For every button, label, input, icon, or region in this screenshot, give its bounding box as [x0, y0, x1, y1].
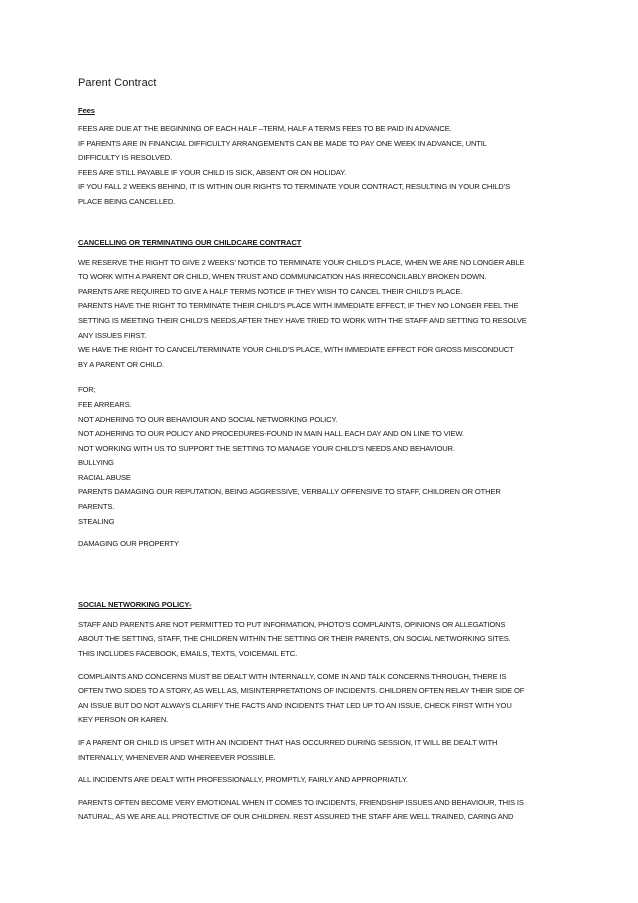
fees-heading: Fees — [78, 106, 95, 115]
text-line: ABOUT THE SETTING, STAFF, THE CHILDREN WITHIN THE SETTING OR THEIR PARENTS, ON SOCIAL NETWORKING SITES. — [78, 634, 511, 644]
text-line: WE HAVE THE RIGHT TO CANCEL/TERMINATE YOUR CHILD’S PLACE, WITH IMMEDIATE EFFECT FOR GROSS MISCONDUCT — [78, 345, 514, 355]
text-line: RACIAL ABUSE — [78, 472, 131, 482]
text-line: PARENTS ARE REQUIRED TO GIVE A HALF TERMS NOTICE IF THEY WISH TO CANCEL THEIR CHILD’S PLACE. — [78, 286, 463, 296]
text-line: IF YOU FALL 2 WEEKS BEHIND, IT IS WITHIN OUR RIGHTS TO TERMINATE YOUR CONTRACT, RESULTING IN YOUR CHILD’S — [78, 182, 511, 192]
text-line: NOT WORKING WITH US TO SUPPORT THE SETTING TO MANAGE YOUR CHILD’S NEEDS AND BEHAVIOUR. — [78, 443, 455, 453]
social-paragraph-4 — [78, 773, 566, 788]
text-line: PARENTS OFTEN BECOME VERY EMOTIONAL WHEN IT COMES TO INCIDENTS, FRIENDSHIP ISSUES AND BEHAVIOUR, THIS IS — [78, 797, 524, 807]
text-line: FEES ARE DUE AT THE BEGINNING OF EACH HALF –TERM, HALF A TERMS FEES TO BE PAID IN ADVANCE. — [78, 124, 452, 133]
text-line: DIFFICULTY IS RESOLVED. — [78, 153, 173, 163]
text-line: IF PARENTS ARE IN FINANCIAL DIFFICULTY ARRANGEMENTS CAN BE MADE TO PAY ONE WEEK IN ADVANCE, UNTIL — [78, 138, 487, 148]
text-line: TO WORK WITH A PARENT OR CHILD, WHEN TRUST AND COMMUNICATION HAS IRRECONCILABLY BROKEN DOWN. — [78, 272, 487, 282]
text-line: THIS INCLUDES FACEBOOK, EMAILS, TEXTS, VOICEMAIL ETC. — [78, 649, 298, 659]
text-line: ALL INCIDENTS ARE DEALT WITH PROFESSIONALLY, PROMPTLY, FAIRLY AND APPROPRIATLY. — [78, 775, 408, 785]
social-paragraph-3 — [78, 736, 566, 765]
cancelling-body — [78, 256, 566, 373]
text-line: COMPLAINTS AND CONCERNS MUST BE DEALT WITH INTERNALLY, COME IN AND TALK CONCERNS THROUGH, THERE IS — [78, 671, 507, 681]
text-line: INTERNALLY, WHENEVER AND WHEREEVER POSSIBLE. — [78, 752, 276, 762]
cancelling-reasons — [78, 383, 566, 529]
text-line: NATURAL, AS WE ARE ALL PROTECTIVE OF OUR CHILDREN. REST ASSURED THE STAFF ARE WELL TRAINED, CARING AND — [78, 812, 514, 822]
text-line: NOT ADHERING TO OUR BEHAVIOUR AND SOCIAL NETWORKING POLICY. — [78, 414, 338, 424]
text-line: FEES ARE STILL PAYABLE IF YOUR CHILD IS SICK, ABSENT OR ON HOLIDAY. — [78, 167, 347, 177]
fees-section — [78, 106, 566, 210]
text-line: BULLYING — [78, 458, 114, 468]
text-line: STAFF AND PARENTS ARE NOT PERMITTED TO PUT INFORMATION, PHOTO’S COMPLAINTS, OPINIONS OR ALLEGATIONS — [78, 619, 506, 629]
social-section — [78, 600, 566, 825]
fees-body — [78, 122, 566, 210]
text-line: FEE ARREARS. — [78, 399, 132, 409]
text-line: ANY ISSUES FIRST. — [78, 330, 147, 340]
text-line: KEY PERSON OR KAREN. — [78, 715, 169, 725]
document-title: Parent Contract — [78, 77, 157, 89]
text-line: WE RESERVE THE RIGHT TO GIVE 2 WEEKS’ NOTICE TO TERMINATE YOUR CHILD’S PLACE, WHEN WE ARE NO LONGER ABLE — [78, 257, 525, 267]
text-line: PLACE BEING CANCELLED. — [78, 196, 176, 206]
social-paragraph-2 — [78, 670, 566, 728]
social-paragraph-5 — [78, 796, 566, 825]
text-line: PARENTS HAVE THE RIGHT TO TERMINATE THEIR CHILD’S PLACE WITH IMMEDIATE EFFECT, IF THEY NO LONGER FEEL THE — [78, 301, 519, 311]
document-page — [78, 76, 566, 825]
social-heading: SOCIAL NETWORKING POLICY- — [78, 599, 192, 609]
text-line: PARENTS. — [78, 502, 115, 512]
text-line: IF A PARENT OR CHILD IS UPSET WITH AN INCIDENT THAT HAS OCCURRED DURING SESSION, IT WILL BE DEALT WITH — [78, 738, 498, 747]
cancelling-heading: CANCELLING OR TERMINATING OUR CHILDCARE CONTRACT — [78, 237, 302, 247]
text-line: OFTEN TWO SIDES TO A STORY, AS WELL AS, MISINTERPRETATIONS OF INCIDENTS. CHILDREN OFTEN RELAY THEIR SIDE OF — [78, 686, 525, 696]
social-paragraph-1 — [78, 618, 566, 662]
text-line: FOR; — [78, 385, 96, 395]
text-line: BY A PARENT OR CHILD. — [78, 359, 164, 369]
text-line: NOT ADHERING TO OUR POLICY AND PROCEDURES-FOUND IN MAIN HALL EACH DAY AND ON LINE TO VIEW. — [78, 429, 464, 439]
cancelling-last-reason: DAMAGING OUR PROPERTY — [78, 539, 179, 549]
text-line: AN ISSUE BUT DO NOT ALWAYS CLARIFY THE FACTS AND INCIDENTS THAT LED UP TO AN ISSUE, CHECK FIRST WITH YOU — [78, 700, 512, 710]
cancelling-section — [78, 238, 566, 552]
text-line: PARENTS DAMAGING OUR REPUTATION, BEING AGGRESSIVE, VERBALLY OFFENSIVE TO STAFF, CHILDREN OR OTHER — [78, 487, 501, 497]
text-line: STEALING — [78, 516, 115, 526]
text-line: SETTING IS MEETING THEIR CHILD’S NEEDS,AFTER THEY HAVE TRIED TO WORK WITH THE STAFF AND SETTING TO RESOLVE — [78, 315, 527, 325]
